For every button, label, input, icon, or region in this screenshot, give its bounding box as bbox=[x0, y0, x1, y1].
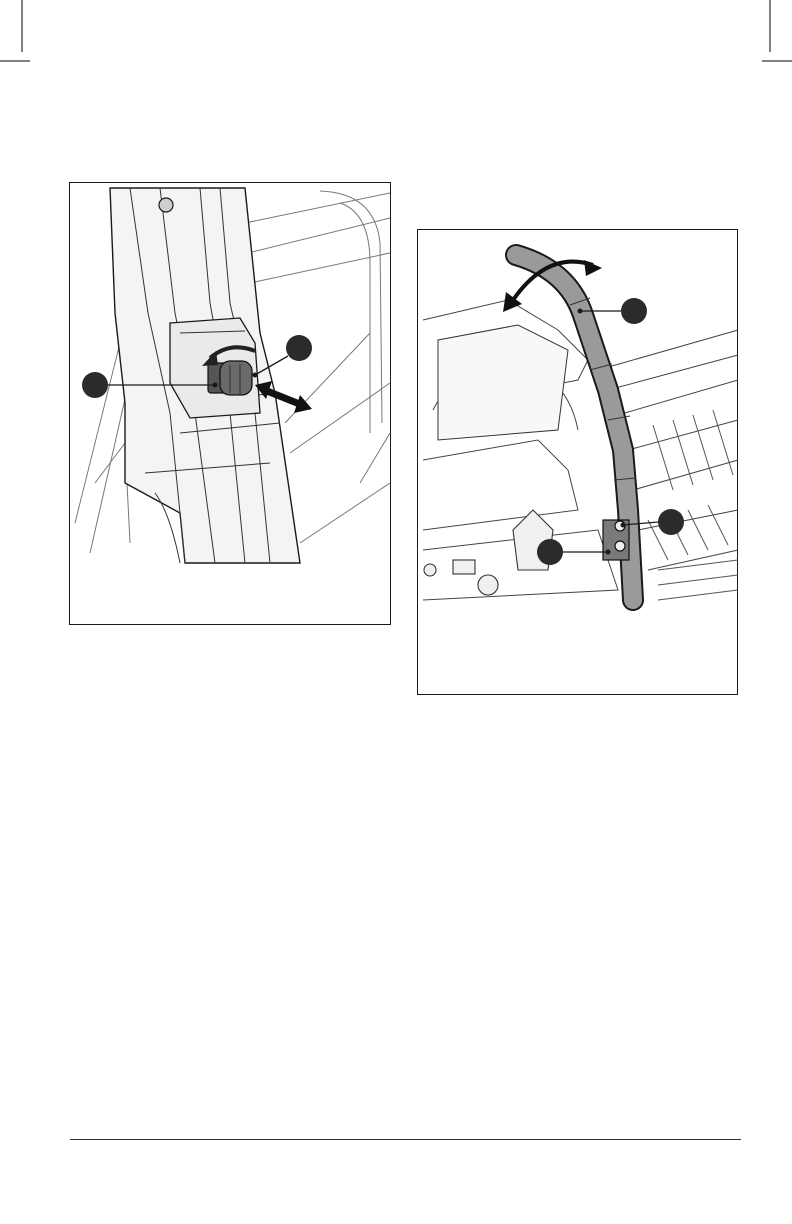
crop-mark-top-left bbox=[0, 0, 40, 80]
bolt-hole-icon bbox=[159, 198, 173, 212]
crop-mark-top-right bbox=[752, 0, 792, 80]
adjust-knob-icon bbox=[208, 361, 252, 395]
callout-marker-left bbox=[537, 539, 611, 565]
bolt-icon bbox=[615, 541, 625, 551]
curved-arrow-icon bbox=[584, 260, 602, 276]
footer-rule bbox=[70, 1139, 741, 1140]
figure-steering-column bbox=[417, 229, 738, 695]
figure-pivot-knob bbox=[69, 182, 391, 625]
steering-column-illustration bbox=[418, 230, 739, 696]
pivot-knob-illustration bbox=[70, 183, 392, 626]
